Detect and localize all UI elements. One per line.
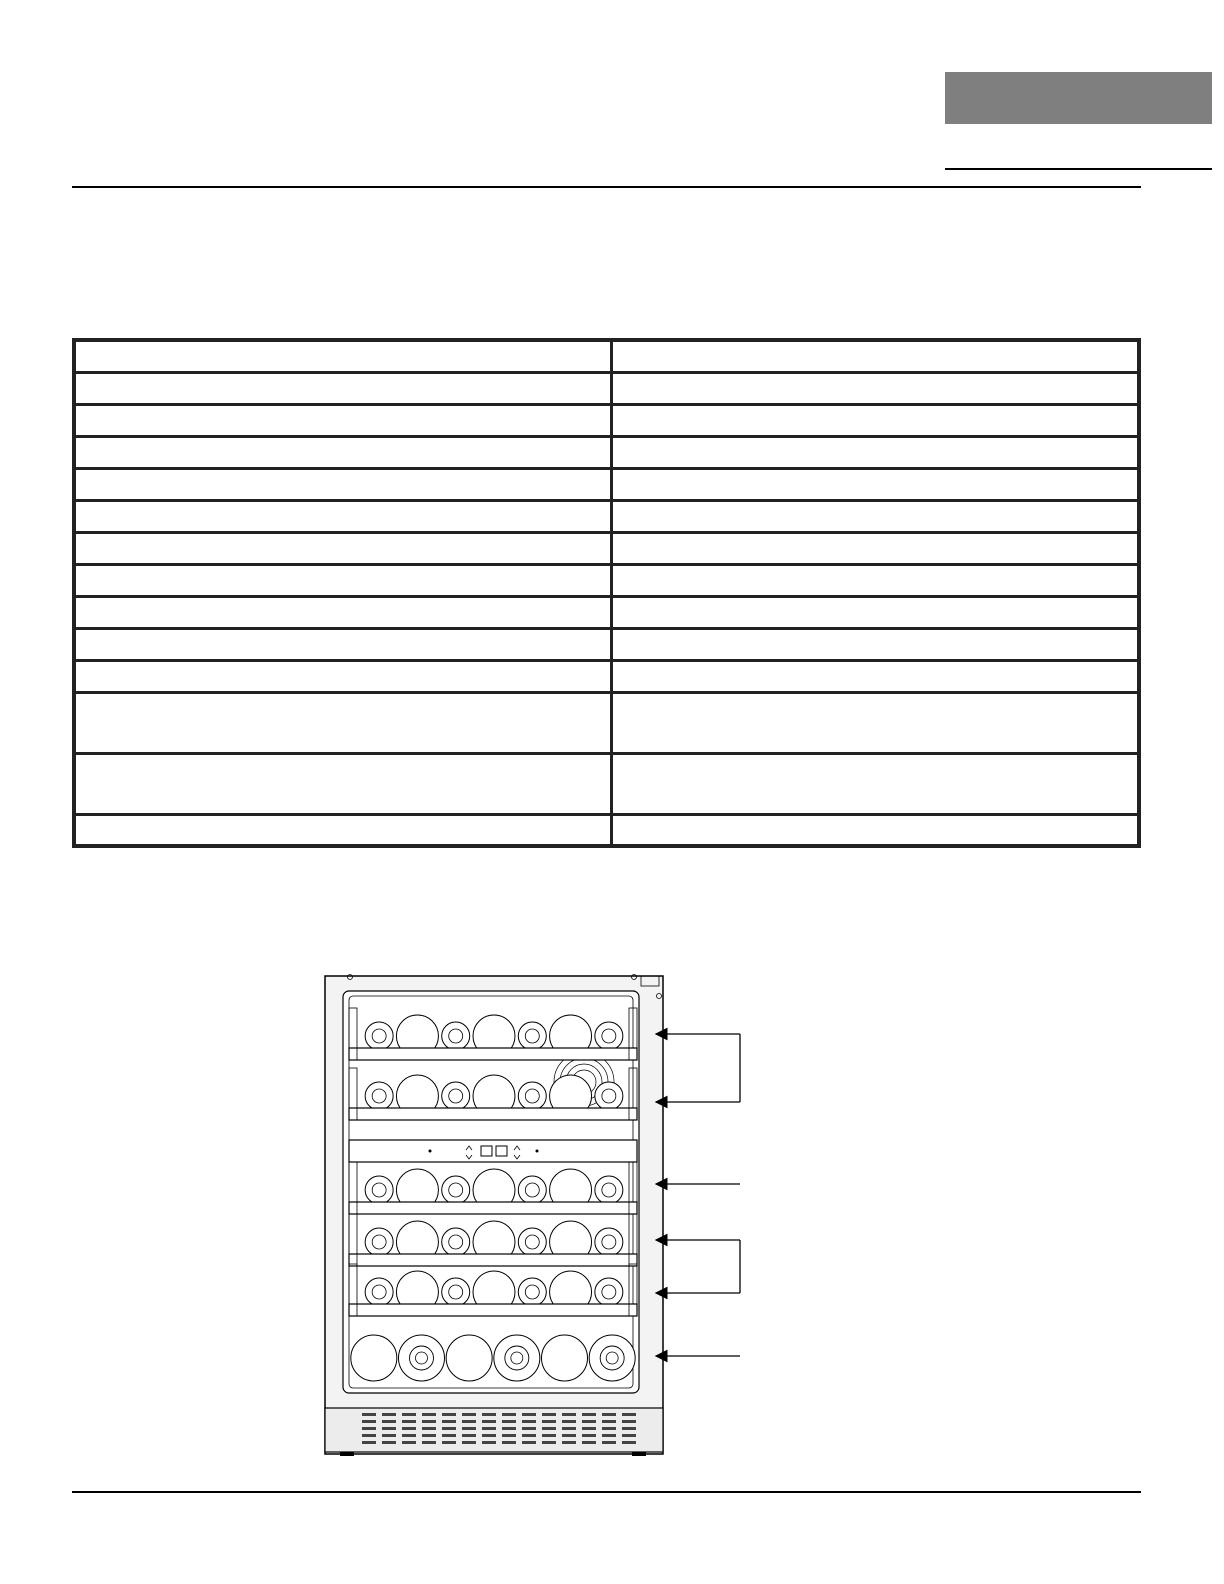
- control-panel: [349, 1140, 637, 1162]
- grille-slot: [362, 1413, 376, 1416]
- grille-slot: [622, 1441, 636, 1444]
- grille-slot: [622, 1413, 636, 1416]
- grille-slot: [582, 1427, 596, 1430]
- grille-slot: [382, 1434, 396, 1437]
- wine-bottle-icon: [542, 1335, 588, 1381]
- grille-slot: [502, 1441, 516, 1444]
- spec-label-cell: [74, 340, 612, 372]
- wine-bottle-icon: [518, 1228, 546, 1256]
- grille-slot: [422, 1441, 436, 1444]
- wine-cooler-diagram: [320, 970, 750, 1460]
- grille-slot: [462, 1434, 476, 1437]
- grille-slot: [582, 1434, 596, 1437]
- grille-slot: [482, 1420, 496, 1423]
- grille-slot: [402, 1434, 416, 1437]
- spec-label-cell: [74, 564, 612, 596]
- grille-slot: [402, 1441, 416, 1444]
- section-tab-rule: [945, 168, 1212, 170]
- grille-slot: [522, 1441, 536, 1444]
- grille-slot: [562, 1427, 576, 1430]
- grille-slot: [462, 1413, 476, 1416]
- wine-bottle-icon: [365, 1228, 393, 1256]
- grille-slot: [422, 1434, 436, 1437]
- grille-slot: [382, 1413, 396, 1416]
- spec-value-cell: [612, 692, 1140, 753]
- spec-label-cell: [74, 814, 612, 846]
- wine-bottle-icon: [365, 1176, 393, 1204]
- spec-label-cell: [74, 404, 612, 436]
- spec-value-cell: [612, 436, 1140, 468]
- spec-row: [74, 814, 1139, 846]
- wine-bottle-icon: [595, 1082, 623, 1110]
- section-tab-block: [945, 72, 1212, 124]
- specifications-table-body: [74, 340, 1139, 846]
- grille-slot: [522, 1420, 536, 1423]
- grille-slot: [562, 1420, 576, 1423]
- grille-slot: [362, 1441, 376, 1444]
- wine-bottle-icon: [518, 1176, 546, 1204]
- spec-value-cell: [612, 372, 1140, 404]
- spec-row: [74, 500, 1139, 532]
- wine-bottle-icon: [442, 1278, 470, 1306]
- shelf-front-rail: [349, 1048, 637, 1060]
- wine-bottle-icon: [518, 1082, 546, 1110]
- wine-bottle-icon: [365, 1082, 393, 1110]
- wine-bottle-icon: [442, 1082, 470, 1110]
- grille-slot: [542, 1441, 556, 1444]
- wine-bottle-icon: [589, 1335, 635, 1381]
- spec-row: [74, 692, 1139, 753]
- spec-row: [74, 564, 1139, 596]
- grille-slot: [482, 1427, 496, 1430]
- grille-slot: [442, 1434, 456, 1437]
- grille-slot: [602, 1434, 616, 1437]
- grille-slot: [542, 1427, 556, 1430]
- spec-label-cell: [74, 628, 612, 660]
- grille-slot: [622, 1420, 636, 1423]
- grille-slot: [462, 1427, 476, 1430]
- spec-value-cell: [612, 753, 1140, 814]
- grille-slot: [382, 1420, 396, 1423]
- spec-row: [74, 532, 1139, 564]
- wine-bottle-icon: [595, 1022, 623, 1050]
- grille-slot: [542, 1420, 556, 1423]
- grille-slot: [602, 1420, 616, 1423]
- spec-value-cell: [612, 404, 1140, 436]
- spec-value-cell: [612, 532, 1140, 564]
- grille-slot: [442, 1420, 456, 1423]
- spec-row: [74, 404, 1139, 436]
- spec-value-cell: [612, 500, 1140, 532]
- grille-slot: [582, 1441, 596, 1444]
- wine-bottle-icon: [365, 1022, 393, 1050]
- grille-slot: [602, 1427, 616, 1430]
- grille-slot: [562, 1434, 576, 1437]
- grille-slot: [562, 1441, 576, 1444]
- panel-screw-icon: [536, 1150, 539, 1153]
- grille-slot: [402, 1420, 416, 1423]
- wine-bottle-icon: [446, 1335, 492, 1381]
- grille-slot: [402, 1413, 416, 1416]
- grille-slot: [442, 1427, 456, 1430]
- spec-row: [74, 596, 1139, 628]
- grille-slot: [602, 1413, 616, 1416]
- spec-value-cell: [612, 468, 1140, 500]
- spec-value-cell: [612, 596, 1140, 628]
- spec-label-cell: [74, 692, 612, 753]
- grille-slot: [422, 1413, 436, 1416]
- spec-label-cell: [74, 436, 612, 468]
- grille-slot: [402, 1427, 416, 1430]
- grille-slot: [582, 1413, 596, 1416]
- grille-slot: [502, 1413, 516, 1416]
- wine-bottle-icon: [442, 1022, 470, 1050]
- wine-bottle-icon: [399, 1335, 445, 1381]
- foot-right: [632, 1452, 646, 1456]
- shelf-front-rail: [349, 1202, 637, 1214]
- grille-slot: [482, 1434, 496, 1437]
- grille-slot: [622, 1427, 636, 1430]
- grille-slot: [522, 1434, 536, 1437]
- grille-slot: [462, 1441, 476, 1444]
- grille-slot: [502, 1434, 516, 1437]
- spec-label-cell: [74, 660, 612, 692]
- spec-row: [74, 436, 1139, 468]
- grille-slot: [422, 1420, 436, 1423]
- grille-slot: [422, 1427, 436, 1430]
- wine-bottle-icon: [442, 1176, 470, 1204]
- grille-slot: [502, 1427, 516, 1430]
- shelf-front-rail: [349, 1254, 637, 1266]
- grille-slot: [522, 1413, 536, 1416]
- wine-bottle-icon: [595, 1176, 623, 1204]
- grille-slot: [382, 1441, 396, 1444]
- grille-slot: [542, 1434, 556, 1437]
- wine-bottle-icon: [518, 1278, 546, 1306]
- wine-bottle-icon: [351, 1335, 397, 1381]
- spec-row: [74, 468, 1139, 500]
- grille-slot: [362, 1420, 376, 1423]
- grille-slot: [522, 1427, 536, 1430]
- spec-row: [74, 660, 1139, 692]
- specifications-table: [72, 338, 1141, 848]
- spec-row: [74, 628, 1139, 660]
- grille-slot: [622, 1434, 636, 1437]
- callout-arrows: [656, 1034, 740, 1356]
- grille-slot: [582, 1420, 596, 1423]
- grille-slot: [442, 1441, 456, 1444]
- wine-bottle-icon: [494, 1335, 540, 1381]
- grille-slot: [482, 1413, 496, 1416]
- spec-value-cell: [612, 660, 1140, 692]
- grille-slot: [442, 1413, 456, 1416]
- panel-screw-icon: [429, 1150, 432, 1153]
- wine-bottle-icon: [518, 1022, 546, 1050]
- spec-label-cell: [74, 372, 612, 404]
- wine-bottle-icon: [595, 1228, 623, 1256]
- spec-value-cell: [612, 814, 1140, 846]
- spec-value-cell: [612, 564, 1140, 596]
- spec-label-cell: [74, 596, 612, 628]
- grille-slot: [462, 1420, 476, 1423]
- shelf-front-rail: [349, 1304, 637, 1316]
- spec-value-cell: [612, 340, 1140, 372]
- foot-left: [340, 1452, 354, 1456]
- wine-bottle-icon: [595, 1278, 623, 1306]
- spec-row: [74, 340, 1139, 372]
- wine-bottle-icon: [442, 1228, 470, 1256]
- header-rule: [72, 186, 1141, 188]
- spec-value-cell: [612, 628, 1140, 660]
- grille-slot: [362, 1434, 376, 1437]
- grille-slot: [602, 1441, 616, 1444]
- spec-row: [74, 753, 1139, 814]
- spec-label-cell: [74, 500, 612, 532]
- spec-row: [74, 372, 1139, 404]
- wine-bottle-icon: [365, 1278, 393, 1306]
- grille-slot: [382, 1427, 396, 1430]
- shelf-front-rail: [349, 1108, 637, 1120]
- spec-label-cell: [74, 532, 612, 564]
- footer-rule: [72, 1491, 1141, 1493]
- grille-slot: [542, 1413, 556, 1416]
- grille-slot: [502, 1420, 516, 1423]
- grille-slot: [362, 1427, 376, 1430]
- grille-slot: [482, 1441, 496, 1444]
- spec-label-cell: [74, 753, 612, 814]
- spec-label-cell: [74, 468, 612, 500]
- grille-slot: [562, 1413, 576, 1416]
